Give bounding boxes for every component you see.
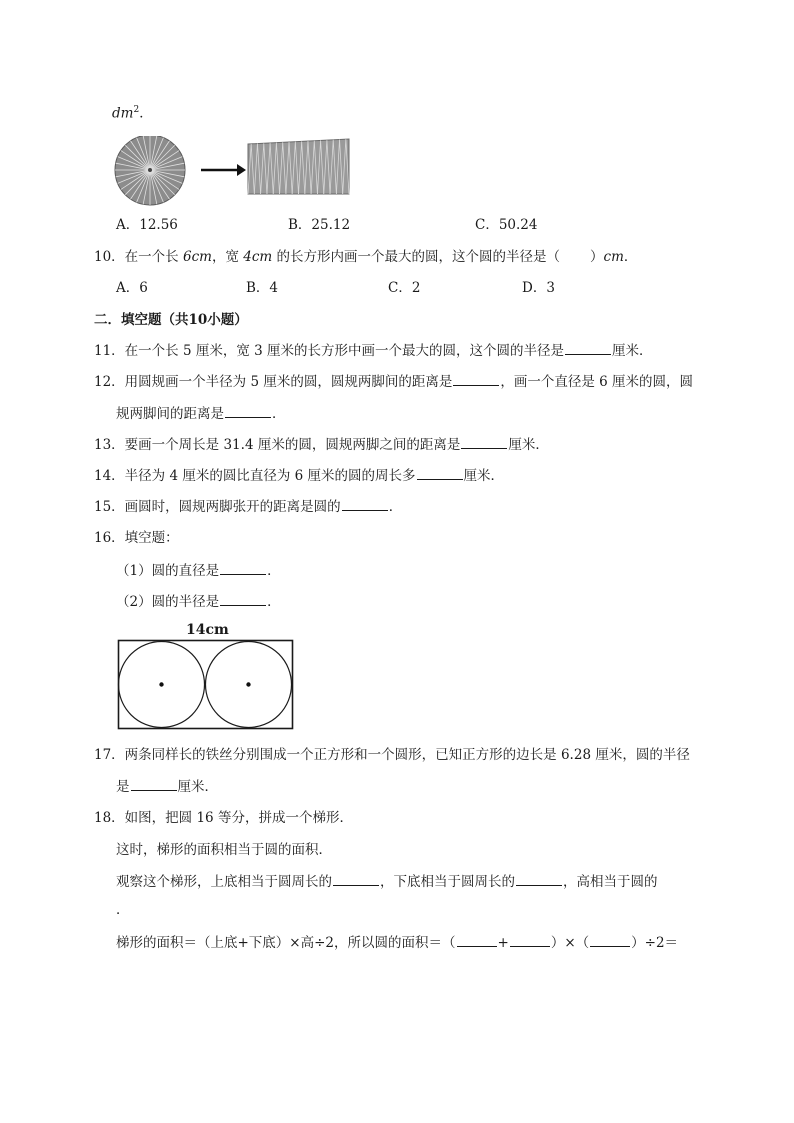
q16-figure [117,639,295,731]
q18-blank-5[interactable] [590,933,630,947]
section-title: 二．填空题（共10小题） [94,312,248,328]
q17-blank[interactable] [131,777,177,791]
q9-option-c: C．50.24 [475,217,538,233]
figure-width-label: 14cm [186,622,229,638]
q18-line1: 这时，梯形的面积相当于圆的面积． [116,842,332,858]
q15: 15．画圆时，圆规两脚张开的距离是圆的 ． [94,499,403,515]
q16-blank-1[interactable] [220,561,266,575]
q11-blank[interactable] [565,341,611,355]
q17-line2: 是 厘米． [116,779,218,795]
q18-blank-3[interactable] [457,933,497,947]
q16-blank-2[interactable] [220,592,266,606]
rearranged-strip [248,139,349,194]
arrow-icon [201,164,246,176]
q10-option-b: B．4 [246,280,279,296]
q18-line2: 观察这个梯形，上底相当于圆周长的 ，下底相当于圆周长的 ，高相当于圆的 [116,874,658,890]
q18-blank-4[interactable] [510,933,550,947]
q10-option-c: C．2 [388,280,421,296]
q14-blank[interactable] [417,466,463,480]
q13-blank[interactable] [461,435,507,449]
q16-title: 16．填空题： [94,530,179,546]
segmented-circle [115,136,185,205]
q9-option-b: B．25.12 [288,217,351,233]
q10-option-d: D．3 [522,280,555,296]
q9-figure [112,136,352,206]
q18-line3: ． [116,902,130,918]
left-center-dot [159,682,163,686]
q18-line4: 梯形的面积＝（上底+下底）×高÷2，所以圆的面积＝（ + ）×（ ）÷2＝ [116,935,679,951]
q12-blank-2[interactable] [225,404,271,418]
q10-stem: 10．在一个长 6cm，宽 4cm 的长方形内画一个最大的圆，这个圆的半径是（ ）cm． [94,249,638,265]
q9-option-a: A．12.56 [116,217,178,233]
q14: 14．半径为 4 厘米的圆比直径为 6 厘米的圆的周长多 厘米． [94,468,505,484]
q16-part1: （1）圆的直径是 ． [116,563,281,579]
q18-blank-2[interactable] [516,872,562,886]
q18-blank-1[interactable] [333,872,379,886]
q12-line1: 12．用圆规画一个半径为 5 厘米的圆，圆规两脚间的距离是 ，画一个直径是 6 厘米的圆，圆 [94,374,694,390]
q10-option-a: A．6 [116,280,148,296]
q11: 11．在一个长 5 厘米，宽 3 厘米的长方形中画一个最大的圆，这个圆的半径是 厘米． [94,343,653,359]
right-center-dot [246,682,250,686]
q9-unit: $dm^2$． [112,105,153,122]
q17-line1: 17．两条同样长的铁丝分别围成一个正方形和一个圆形，已知正方形的边长是 6.28 厘米，圆的半径 [94,747,690,763]
q12-line2: 规两脚间的距离是 ． [116,406,286,422]
q13: 13．要画一个周长是 31.4 厘米的圆，圆规两脚之间的距离是 厘米． [94,437,549,453]
q18-title: 18．如图，把圆 16 等分，拼成一个梯形． [94,810,353,826]
q12-blank-1[interactable] [453,372,499,386]
q15-blank[interactable] [342,497,388,511]
q16-part2: （2）圆的半径是 ． [116,594,281,610]
